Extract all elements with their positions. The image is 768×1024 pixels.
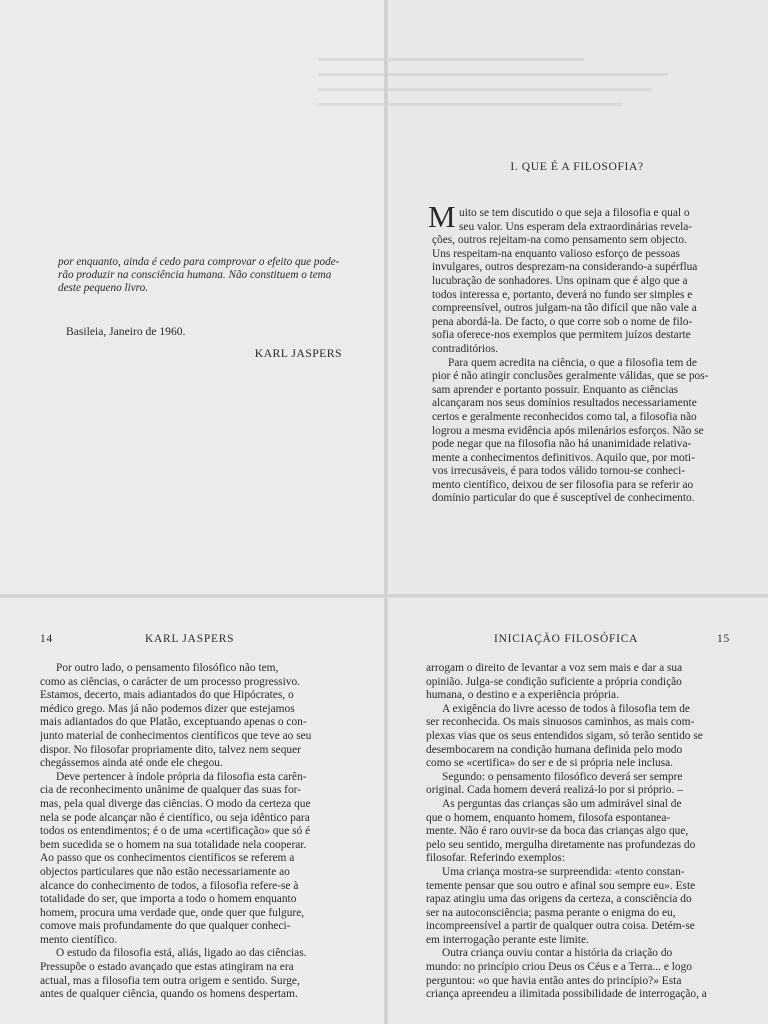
chapter-line: alcançaram nos seus domínios resultados necessariamente: [432, 397, 697, 410]
horizontal-fold: [0, 594, 768, 598]
chapter-line: sofia oferece-nos exemplos que permitem juízos destarte: [432, 329, 691, 342]
body-line: Outra criança ouviu contar a história da criação do: [442, 947, 673, 960]
body-line: rapaz atingiu uma das origens da certeza, a consciência do: [426, 893, 692, 906]
body-line: ser na autoconsciência; pasma perante o enigma do eu,: [426, 906, 676, 919]
body-line: Ao passo que os conhecimentos científicos se referem a: [40, 852, 295, 865]
body-line: homem, procura uma verdade que, onde quer que fulgure,: [40, 906, 305, 919]
dropcap-letter: M: [428, 199, 456, 234]
chapter-line: mente a conhecimentos definitivos. Aquilo que, por moti-: [432, 451, 695, 464]
body-line: antes de qualquer ciência, quando os homens despertam.: [40, 988, 298, 1001]
body-line: humana, o destino e a experiência própria.: [426, 689, 619, 702]
body-line: que o homem, enquanto homem, filosofa espontanea-: [426, 811, 671, 824]
body-line: plexas vias que os seus entendidos sigam, só terão sentido se: [426, 729, 703, 742]
chapter-line: pior é não atingir conclusões geralmente válidas, que se pos-: [432, 370, 709, 383]
body-line: opinião. Julga-se condição suficiente a própria condição: [426, 675, 682, 688]
body-line: mento científico.: [40, 933, 118, 946]
running-head: KARL JASPERS: [145, 633, 235, 645]
body-line: cia de reconhecimento unânime de qualquer das suas for-: [40, 784, 302, 797]
body-line: ser reconhecida. Os mais sinuosos caminhos, as mais com-: [426, 716, 695, 729]
preface-block: [58, 256, 342, 361]
body-line: temente pensar que sou outro e afinal sou sempre eu». Este: [426, 879, 696, 892]
page-number: 15: [717, 633, 730, 645]
body-line: Por outro lado, o pensamento filosófico não tem,: [56, 662, 279, 674]
chapter-line: logrou a mesma evidência após milenários esforços. Não se: [432, 424, 704, 437]
chapter-line: pode negar que na filosofia não há unanimidade relativa-: [432, 438, 692, 451]
chapter-line: domínio particular do que é susceptível de conhecimento.: [432, 492, 695, 505]
bleed-through-text: [318, 58, 698, 118]
page-15-body: [426, 662, 736, 1002]
body-line: médico grego. Mas já não podemos dizer que estejamos: [40, 702, 295, 715]
body-line: arrogam o direito de levantar a voz sem mais e dar a sua: [426, 662, 683, 674]
body-line: Segundo: o pensamento filosófico deverá ser sempre: [442, 770, 683, 783]
body-line: actual, mas a filosofia tem outra origem e sentido. Surge,: [40, 974, 300, 987]
preface-line: rão produzir na consciência humana. Não constituem o tema: [58, 269, 332, 281]
body-line: desembocarem na condição humana definida pelo modo: [426, 743, 683, 756]
chapter-body: [428, 199, 732, 506]
body-line: em interrogação perante este limite.: [426, 933, 589, 946]
page-number: 14: [40, 633, 53, 645]
body-line: como se «certifica» do ser e de si própria nele inclusa.: [426, 757, 674, 770]
preface-line: por enquanto, ainda é cedo para comprovar o efeito que pode-: [58, 256, 340, 268]
body-line: Estamos, decerto, mais adiantados do que Hipócrates, o: [40, 689, 294, 702]
body-line: todos os entendimentos; é o de uma «certificação» que só é: [40, 825, 311, 838]
dropcap-paragraph: [428, 199, 732, 234]
body-line: objectos particulares que não estão necessariamente ao: [40, 865, 290, 878]
body-line: bem sucedida se o homem na sua totalidade nela cooperar.: [40, 838, 307, 851]
chapter-line: Para quem acredita na ciência, o que a filosofia tem de: [448, 356, 697, 369]
body-line: criança apreendeu a ilimitada possibilidade de interrogação, a: [426, 988, 707, 1001]
body-line: incompreensível a partir de qualquer outra coisa. Detém-se: [426, 920, 695, 933]
body-line: Pressupõe o estado avançado que estas atingiram na era: [40, 961, 294, 974]
body-line: junto material de conhecimentos científicos que teve ao seu: [40, 729, 312, 742]
preface-signature: KARL JASPERS: [254, 346, 342, 360]
body-line: mundo: no princípio criou Deus os Céus e a Terra... e logo: [426, 961, 692, 974]
page-14-body: [40, 662, 344, 1002]
body-line: alcance do conhecimento de todos, a filosofia refere-se à: [40, 879, 299, 892]
body-line: Uma criança mostra-se surpreendida: «tento constan-: [442, 865, 685, 878]
body-line: O estudo da filosofia está, aliás, ligado ao das ciências.: [56, 947, 307, 960]
body-line: totalidade do ser, que importa a todo o homem enquanto: [40, 893, 297, 906]
body-line: pelo seu sentido, mergulha diretamente nas profundezas do: [426, 838, 696, 851]
body-line: chegássemos ainda até onde ele chegou.: [40, 757, 223, 770]
preface-line: deste pequeno livro.: [58, 282, 148, 294]
chapter-line: compreensível, outros julgam-na tão difícil que não vale a: [432, 302, 697, 315]
body-line: nela se pode alcançar não é científico, ou seja idêntico para: [40, 811, 310, 824]
body-line: mente. Não é raro ouvir-se da boca das crianças algo que,: [426, 825, 689, 838]
body-line: As perguntas das crianças são um admirável sinal de: [442, 797, 682, 810]
chapter-line: mento científico, deixou de ser filosofia para se referir ao: [432, 478, 694, 491]
chapter-line: ções, outros rejeitam-na como pensamento sem objecto.: [432, 234, 687, 247]
chapter-line: vos irrecusáveis, é para todos válido tornou-se conheci-: [432, 465, 686, 478]
body-line: comove mais profundamente do que qualquer conheci-: [40, 920, 291, 933]
chapter-line: sam aprender e portanto possuir. Enquanto as ciências: [432, 383, 679, 396]
chapter-title: I. QUE É A FILOSOFIA?: [510, 160, 644, 173]
vertical-fold: [384, 0, 388, 1024]
chapter-line: seu valor. Uns esperam dela extraordinárias revela-: [459, 220, 693, 233]
chapter-line: invulgares, outros desprezam-na considerando-a supérflua: [432, 261, 698, 274]
preface-date: Basileia, Janeiro de 1960.: [66, 325, 186, 338]
chapter-line: contraditórios.: [432, 342, 499, 355]
chapter-line: uito se tem discutido o que seja a filosofia e qual o: [459, 207, 690, 219]
body-line: perguntou: «o que havia então antes do princípio?» Esta: [426, 974, 682, 987]
body-line: A exigência do livre acesso de todos à filosofia tem de: [442, 702, 690, 715]
chapter-line: certos e geralmente reconhecidos como tal, a filosofia não: [432, 410, 697, 423]
body-line: mas, pela qual diverge das ciências. O modo da certeza que: [40, 797, 311, 810]
body-line: Deve pertencer à índole própria da filosofia esta carên-: [56, 770, 307, 783]
preface-italic-text: [58, 256, 342, 295]
body-line: dispor. No filosofar propriamente dito, talvez nem sequer: [40, 743, 301, 756]
chapter-line: lucubração de sonhadores. Uns opinam que é algo que a: [432, 274, 688, 287]
chapter-line: pena abordá-la. De facto, o que corre sob o nome de filo-: [432, 315, 693, 328]
running-head: INICIAÇÃO FILOSÓFICA: [494, 633, 639, 645]
chapter-line: Uns respeitam-na enquanto valioso esforço de pessoas: [432, 247, 680, 260]
chapter-line: todos interessa e, portanto, deverá no fundo ser simples e: [432, 288, 693, 301]
body-line: mais adiantados do que Platão, exceptuando apenas o con-: [40, 716, 307, 729]
body-line: filosofar. Referindo exemplos:: [426, 852, 565, 865]
body-line: original. Cada homem deverá realizá-lo por si próprio. –: [426, 784, 683, 797]
body-line: como as ciências, o carácter de um processo progressivo.: [40, 675, 300, 688]
